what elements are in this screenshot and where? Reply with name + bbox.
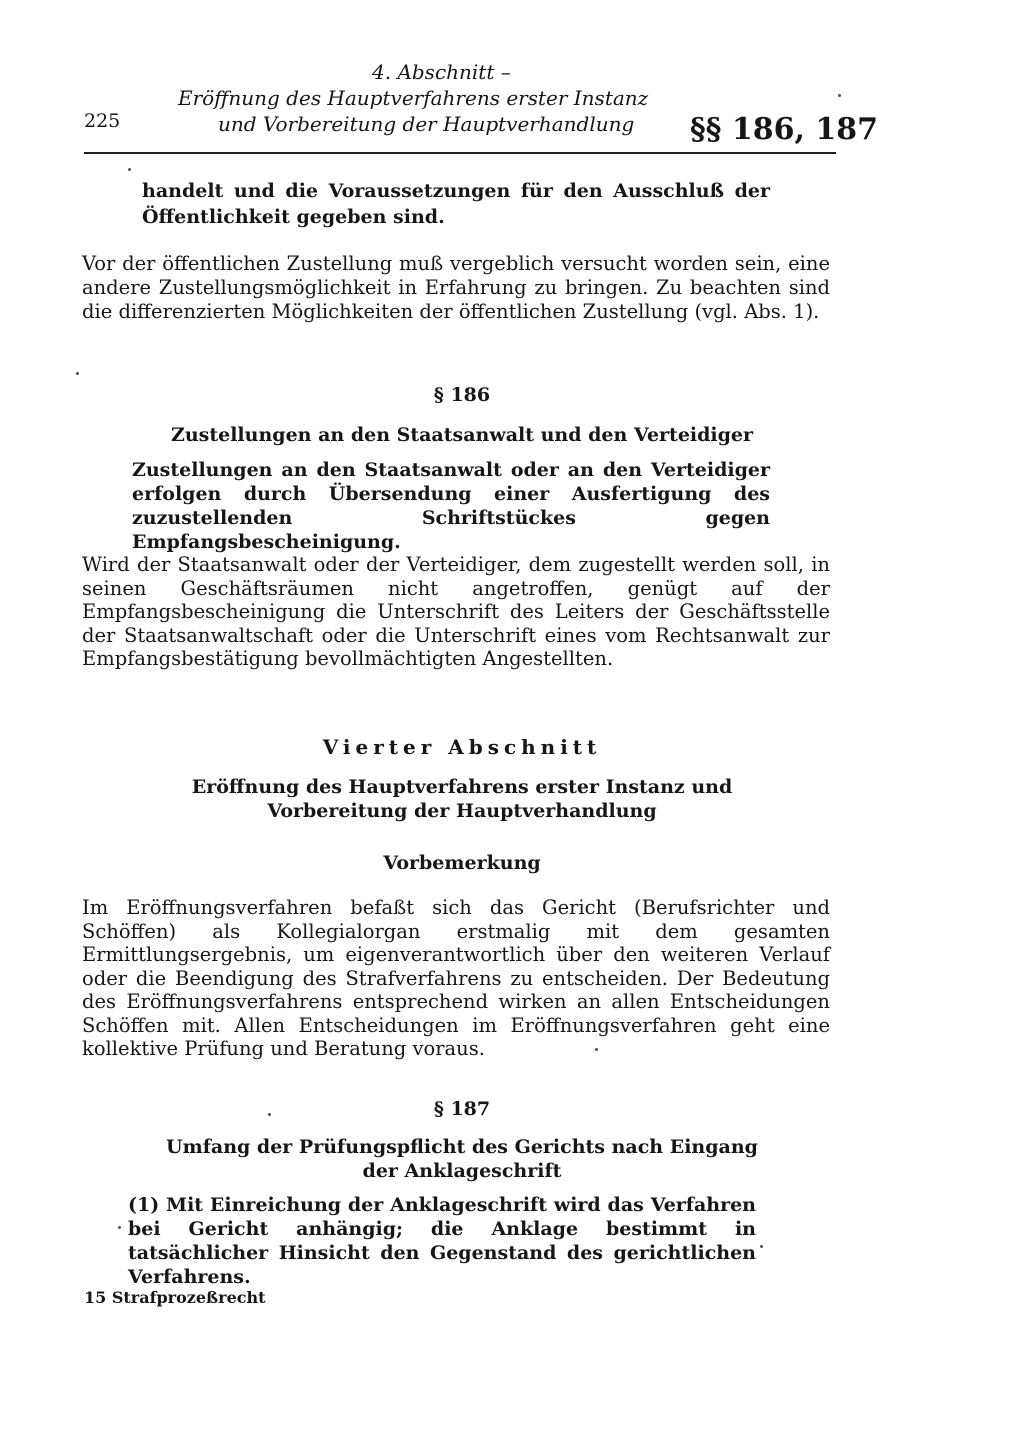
header-rule (84, 152, 836, 154)
law-text-continuation: handelt und die Voraussetzungen für den Ausschluß der Öffentlichkeit gegeben sind. (142, 180, 770, 228)
section-187-title-line1: Umfang der Prüfungspflicht des Gerichts nach Eingang (166, 1136, 758, 1158)
section-186-number: § 186 (433, 384, 491, 406)
section-186-title: Zustellungen an den Staatsanwalt und den Verteidiger (170, 424, 754, 446)
header-chapter: 4. Abschnitt – (372, 60, 511, 84)
scan-speck (595, 1048, 598, 1051)
preface-heading: Vorbemerkung (383, 852, 541, 874)
chapter-title-line1: Eröffnung des Hauptverfahrens erster Instanz und (191, 776, 733, 798)
scan-speck (760, 1245, 763, 1248)
chapter-heading: Vierter Abschnitt (322, 735, 602, 759)
header-section-reference: §§ 186, 187 (690, 112, 878, 147)
scan-speck (118, 1226, 121, 1229)
scan-speck (268, 1113, 271, 1116)
section-187-number: § 187 (433, 1098, 491, 1120)
footer-signature: 15 Strafprozeßrecht (84, 1288, 266, 1307)
chapter-title-line2: Vorbereitung der Hauptverhandlung (267, 800, 657, 822)
section-187-title-line2: der Anklageschrift (362, 1160, 562, 1182)
preface-text: Im Eröffnungsverfahren befaßt sich das Gericht (Berufsrichter und Schöffen) als Kollegialorgan erstmalig mit dem gesamten Ermittlungsergebnis, um eigenverantwortlich über den weiteren Verlauf oder die Beendigung des Strafverfahrens zu entscheiden. Der Bedeutung des Eröffnungsverfahrens entsprechend wirken an allen Entscheidungen Schöffen mit. Allen Entscheidungen im Eröffnungsverfahren geht eine kollektive Prüfung und Beratung voraus. (82, 896, 830, 1060)
commentary-paragraph: Vor der öffentlichen Zustellung muß vergeblich versucht worden sein, eine andere Zustellungsmöglichkeit in Erfahrung zu bringen. Zu beachten sind die differenzierten Möglichkeiten der öffentlichen Zustellung (vgl. Abs. 1). (82, 252, 830, 323)
scan-speck (76, 372, 79, 375)
section-186-commentary: Wird der Staatsanwalt oder der Verteidiger, dem zugestellt werden soll, in seinen Geschäftsräumen nicht angetroffen, genügt auf der Empfangsbescheinigung die Unterschrift des Leiters der Geschäftsstelle der Staatsanwaltschaft oder die Unterschrift eines vom Rechtsanwalt zur Empfangsbestätigung bevollmächtigten Angestellten. (82, 553, 830, 670)
page-number: 225 (84, 110, 121, 132)
scan-speck (838, 94, 841, 97)
section-186-law-text: Zustellungen an den Staatsanwalt oder an den Verteidiger erfolgen durch Übersendung einer Ausfertigung des zuzustellenden Schriftstückes gegen Empfangsbescheinigung. (132, 459, 770, 553)
scan-speck (128, 168, 131, 171)
header-title-line2: und Vorbereitung der Hauptverhandlung (218, 112, 635, 136)
section-187-law-text: (1) Mit Einreichung der Anklageschrift wird das Verfahren bei Gericht anhängig; die Anklage bestimmt in tatsächlicher Hinsicht den Gegenstand des gerichtlichen Verfahrens. (128, 1194, 756, 1288)
header-title-line1: Eröffnung des Hauptverfahrens erster Instanz (178, 86, 649, 110)
